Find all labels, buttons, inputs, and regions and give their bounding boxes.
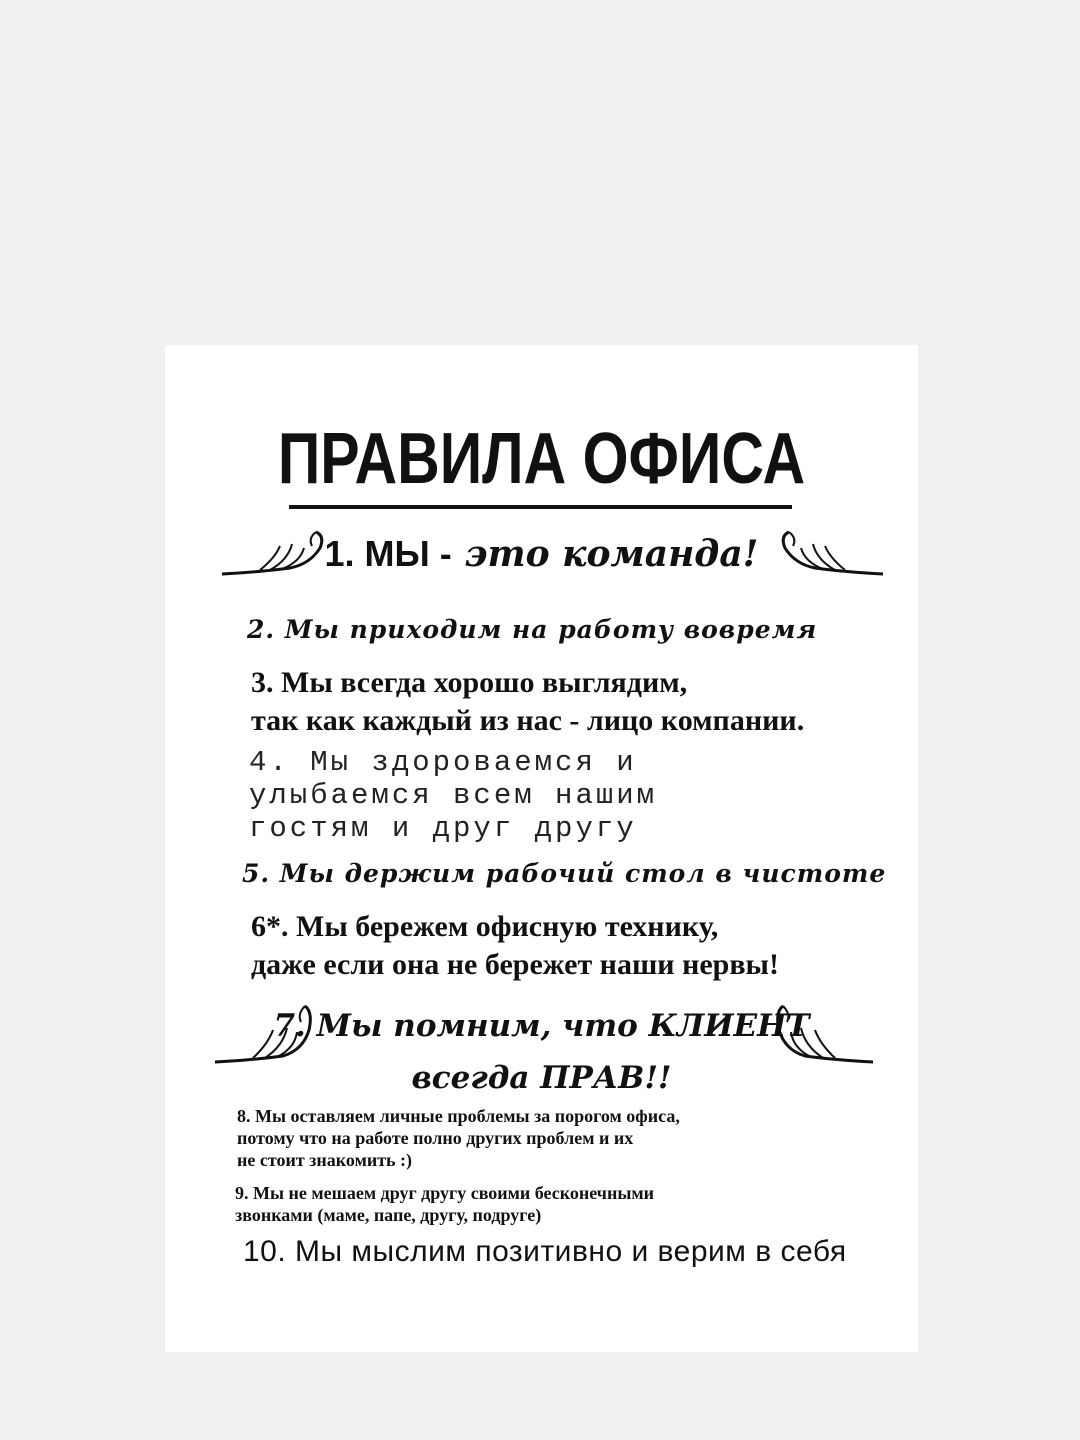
rule-7: 7. Мы помним, что КЛИЕНТ всегда ПРАВ!! xyxy=(273,1008,810,1096)
title-underline xyxy=(289,505,792,509)
right-flourish-1 xyxy=(775,528,885,578)
rule-4: 4. Мы здороваемся и улыбаемся всем нашим гостям и друг другу xyxy=(249,746,658,845)
rule-5: 5. Мы держим рабочий стол в чистоте xyxy=(242,859,887,888)
rule-1-text: это команда! xyxy=(451,533,759,575)
rule-9: 9. Мы не мешаем друг другу своими бесконечными звонками (маме, папе, другу, подруге) xyxy=(235,1183,655,1225)
rule-2: 2. Мы приходим на работу вовремя xyxy=(247,615,818,644)
rule-8: 8. Мы оставляем личные проблемы за порогом офиса, потому что на работе полно других проблем и их не стоит знакомить :) xyxy=(237,1106,680,1170)
poster-title: ПРАВИЛА ОФИСА xyxy=(277,419,806,499)
rule-1-number: 1. МЫ - xyxy=(324,533,452,574)
office-rules-poster xyxy=(165,345,918,1352)
rule-10: 10. Мы мыслим позитивно и верим в себя xyxy=(243,1235,847,1268)
right-flourish-7 xyxy=(765,1000,875,1070)
rule-3: 3. Мы всегда хорошо выглядим, так как каждый из нас - лицо компании. xyxy=(251,666,805,737)
rule-6: 6*. Мы бережем офисную технику, даже если она не бережет наши нервы! xyxy=(251,910,779,981)
